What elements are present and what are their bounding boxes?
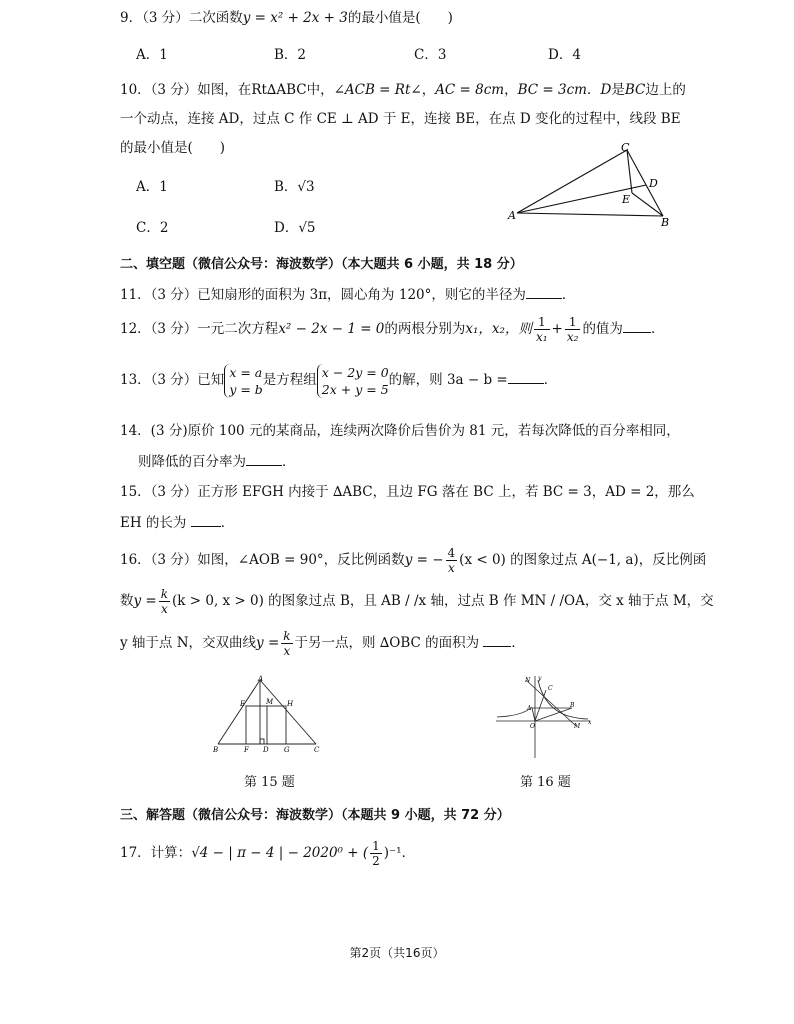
fig15-label-g: G	[284, 746, 290, 754]
fig16-caption: 第 16 题	[520, 775, 571, 790]
q11-blank	[526, 286, 562, 299]
q9-option-a: A．1	[136, 47, 168, 63]
q10-d: D	[600, 82, 612, 98]
q10-label-d: D	[649, 177, 658, 190]
q13-head: 13．（3 分）已知	[120, 372, 225, 388]
fig16-label-x: x	[588, 719, 592, 726]
q16-fraction-2	[159, 587, 170, 616]
q17-frac-den: 2	[372, 854, 380, 868]
q16-fraction-3	[281, 629, 292, 658]
q10-angle: ∠ACB = Rt∠	[333, 82, 422, 98]
q10-text: ．	[586, 82, 601, 98]
q16-line1	[120, 543, 706, 577]
q16-blank	[483, 634, 511, 647]
q10-text: 10．（3 分）如图，在	[120, 82, 252, 98]
q16-text: (k > 0, x > 0) 的图象过点 B，且 AB / /x 轴，过点 B 作 MN / /OA，交 x 轴于点 M，交	[172, 593, 714, 609]
q16-frac2-den: x	[160, 602, 168, 616]
fig16-label-n: N	[525, 677, 531, 684]
q10-triangle: Rt∆ABC	[251, 82, 307, 98]
q13-system-2	[317, 364, 389, 398]
q12-frac1-num: 1	[534, 315, 550, 330]
q16-text: 16．（3 分）如图，∠AOB = 90°，反比例函数	[120, 552, 405, 568]
q10-line3: 的最小值是( )	[120, 140, 226, 156]
fig16-label-y: y	[538, 675, 542, 682]
q13-stem: 13．（3 分）已知 x = a y = b是方程组 x − 2y = 0 2x + y = 5的解，则 3a − b = ．	[120, 364, 558, 397]
q10-text: ，	[421, 82, 436, 98]
q16-text: 数	[120, 593, 134, 609]
q9-option-b: B．2	[274, 47, 307, 63]
q10-line2: 一个动点，连接 AD，过点 C 作 CE ⊥ AD 于 E，连接 BE，在点 D 变化的过程中，线段 BE	[120, 111, 681, 127]
q13-sys2-row1: x − 2y = 0	[321, 364, 389, 380]
q12-frac2-num: 1	[565, 315, 581, 330]
q14-line2: 则降低的百分率为 ．	[138, 454, 296, 470]
q10-figure	[505, 140, 685, 230]
fig16-label-o: O	[530, 723, 535, 730]
q16-line2	[120, 584, 714, 618]
q17-stem	[120, 836, 415, 870]
q16-func2: y =	[133, 593, 157, 609]
section-3-title: 三、解答题（微信公众号：海波数学）（本题共 9 小题，共 72 分）	[120, 808, 510, 823]
q16-text: y 轴于点 N，交双曲线	[120, 635, 257, 651]
fig15-label-a: A	[258, 675, 264, 683]
q10-bc2: BC	[624, 82, 646, 98]
fig15-triangle	[208, 672, 328, 756]
q10-text: 是	[611, 82, 625, 98]
q16-text: (x < 0) 的图象过点 A(−1, a)，反比例函	[459, 552, 707, 568]
q9-option-d: D．4	[548, 47, 581, 63]
section-2-title: 二、填空题（微信公众号：海波数学）（本大题共 6 小题，共 18 分）	[120, 257, 523, 272]
q10-label-e: E	[622, 193, 631, 206]
q13-system-1	[224, 364, 262, 398]
fig16-label-a: A	[527, 705, 532, 712]
q17-frac-num: 1	[372, 839, 380, 853]
q9-formula: y = x² + 2x + 3	[242, 10, 348, 26]
q16-line3: y 轴于点 N，交双曲线y = $\frac{k}{x}$ 于另一点，则 ∆OBC 的面积为 ．	[120, 629, 525, 658]
q13-mid: 是方程组	[262, 372, 317, 388]
q12-fraction-2	[565, 315, 581, 344]
q12-mid: 的两根分别为	[384, 321, 466, 337]
q11-text: 11．（3 分）已知扇形的面积为 3π，圆心角为 120°，则它的半径为	[120, 287, 526, 303]
page-footer: 第2页（共16页）	[349, 946, 445, 960]
q10-option-a: A．1	[136, 179, 168, 195]
q11-stem: 11．（3 分）已知扇形的面积为 3π，圆心角为 120°，则它的半径为 ．	[120, 287, 576, 303]
q15-text: EH 的长为	[120, 515, 187, 531]
fig16-label-m: M	[574, 723, 581, 730]
q15-line1: 15．（3 分）正方形 EFGH 内接于 ∆ABC，且边 FG 落在 BC 上，若 BC = 3，AD = 2，那么	[120, 484, 695, 500]
q16-frac3-den: x	[283, 644, 291, 658]
fig15-label-m: M	[266, 698, 274, 706]
q12-fraction-1	[534, 315, 550, 344]
q17-tail: )⁻¹．	[383, 845, 416, 861]
q14-text: 则降低的百分率为	[138, 454, 246, 470]
fig15-caption: 第 15 题	[244, 775, 295, 790]
q13-tail: 的解，则 3a − b =	[388, 372, 508, 388]
q16-frac1-num: 4	[447, 546, 456, 560]
q12-tail: 的值为	[582, 321, 623, 337]
q15-line2: EH 的长为 ．	[120, 515, 235, 531]
q16-frac2-num: k	[160, 587, 169, 601]
q12-head: 12．（3 分）一元二次方程	[120, 321, 279, 337]
fig16-label-b: B	[570, 702, 575, 709]
fig15-label-b: B	[213, 746, 219, 754]
q12-frac1-den: x₁	[535, 330, 548, 344]
q16-fraction-1	[446, 546, 458, 575]
q12-equation: x² − 2x − 1 = 0	[278, 321, 385, 337]
q10-text: 中，	[306, 82, 334, 98]
fig16-label-c: C	[548, 685, 553, 692]
q9-option-c: C．3	[414, 47, 447, 63]
q12-roots: x₁，x₂，则	[465, 321, 532, 337]
fig15-label-e: E	[240, 700, 246, 708]
q17-fraction	[370, 839, 382, 868]
q14-line1: 14．(3 分)原价 100 元的某商品，连续两次降价后售价为 81 元，若每次降低的百分率相同，	[120, 423, 680, 439]
q10-bc: BC = 3cm	[517, 82, 587, 98]
q9-tail: 的最小值是( )	[347, 10, 453, 26]
fig15-label-f: F	[244, 746, 249, 754]
q10-label-c: C	[621, 141, 630, 154]
fig15-label-d: D	[263, 746, 269, 754]
q15-blank	[191, 514, 221, 527]
q10-line1	[120, 81, 686, 99]
fig16-graph	[492, 672, 596, 762]
q10-text: 边上的	[645, 82, 686, 98]
q10-option-b: B．√3	[274, 179, 315, 195]
q12-stem: 12．（3 分）一元二次方程x² − 2x − 1 = 0的两根分别为x₁，x₂，则 $\frac{1}{\text{x₁}}$ + $\frac{1}{\text{x₂}}$ 的值为 ．	[120, 315, 665, 344]
q10-label-a: A	[508, 209, 516, 222]
q14-blank	[246, 453, 282, 466]
q13-sys2-row2: 2x + y = 5	[321, 381, 389, 397]
q13-sys1-row1: x = a	[229, 364, 263, 380]
q10-text: ，	[504, 82, 518, 98]
q16-text: 于另一点，则 ∆OBC 的面积为	[294, 635, 480, 651]
q10-ac: AC = 8cm	[435, 82, 505, 98]
q12-plus: +	[551, 321, 563, 337]
q10-label-b: B	[661, 216, 670, 229]
q17-head: 17．计算：	[120, 845, 192, 861]
q9-head: 9．（3 分）二次函数	[120, 10, 243, 26]
q13-sys1-row2: y = b	[229, 381, 263, 397]
q13-blank	[508, 371, 544, 384]
q10-option-c: C．2	[136, 220, 169, 236]
q10-option-d: D．√5	[274, 220, 316, 236]
q16-frac3-num: k	[283, 629, 291, 643]
q12-frac2-den: x₂	[566, 330, 579, 344]
q16-func3: y =	[256, 635, 280, 651]
q17-expression: √4 − | π − 4 | − 2020⁰ + (	[191, 845, 369, 861]
q12-blank	[623, 320, 651, 333]
q16-func1: y = −	[404, 552, 444, 568]
q9-stem	[120, 9, 453, 27]
q16-frac1-den: x	[447, 561, 455, 575]
fig15-label-c: C	[314, 746, 320, 754]
fig15-label-h: H	[287, 700, 294, 708]
